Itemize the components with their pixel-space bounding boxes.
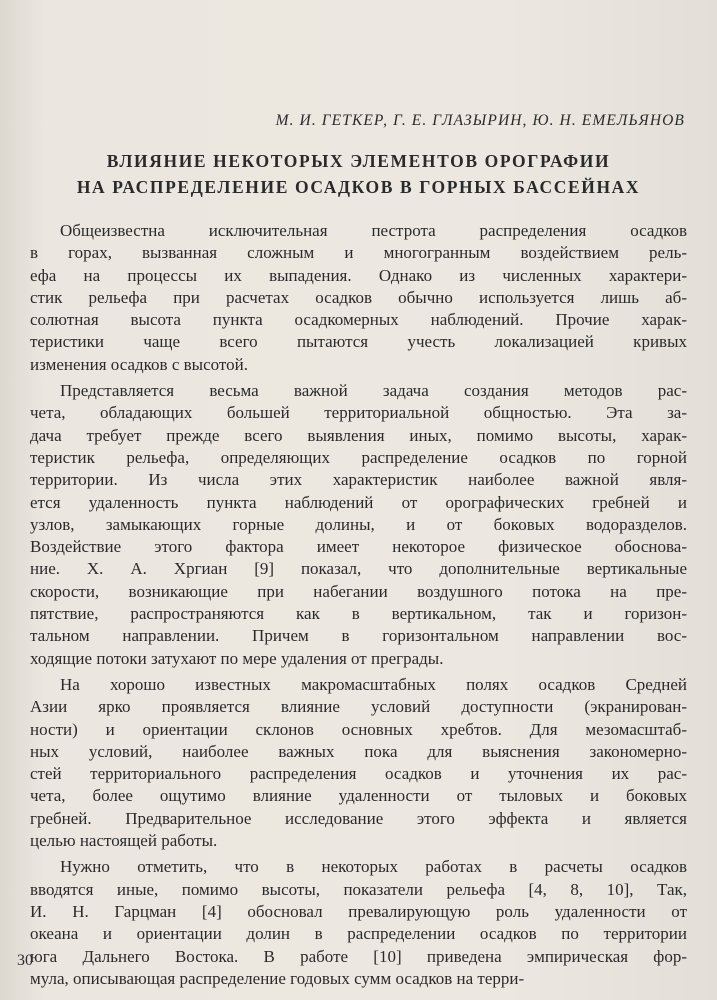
text-line: тальном направлении. Причем в горизонтальном направлении вос- xyxy=(30,626,687,646)
text-line: теристик рельефа, определяющих распределение осадков по горной xyxy=(30,447,687,467)
text-line: ефа на процессы их выпадения. Однако из численных характери- xyxy=(30,265,687,285)
paragraph xyxy=(30,380,687,670)
text-line: Азии ярко проявляется влияние условий доступности (экранирован- xyxy=(30,697,687,717)
text-line: теристики чаще всего пытаются учесть локализацией кривых xyxy=(30,332,687,352)
text-line: узлов, замыкающих горные долины, и от боковых водоразделов. xyxy=(30,514,687,534)
text-line: ходящие потоки затухают по мере удаления от преграды. xyxy=(30,648,444,668)
text-line: вводятся иные, помимо высоты, показатели рельефа [4, 8, 10], Так, xyxy=(30,879,687,899)
text-line: На хорошо известных макромасштабных полях осадков Средней xyxy=(60,674,687,694)
page-number: 30 xyxy=(17,952,33,969)
paragraph xyxy=(30,856,687,990)
text-line: гребней. Предварительное исследование этого эффекта и является xyxy=(30,808,687,828)
paragraph xyxy=(30,220,687,376)
text-line: ности) и ориентации склонов основных хребтов. Для мезомасштаб- xyxy=(30,719,687,739)
text-line: Представляется весьма важной задача создания методов рас- xyxy=(60,381,687,401)
text-line: целью настоящей работы. xyxy=(30,831,218,851)
text-line: ных условий, наиболее важных пока для выяснения закономерно- xyxy=(30,741,687,761)
text-line: чета, обладающих большей территориальной общностью. Эта за- xyxy=(30,403,687,423)
text-line: юга Дальнего Востока. В работе [10] приведена эмпирическая фор- xyxy=(30,946,687,966)
text-line: солютная высота пункта осадкомерных наблюдений. Прочие харак- xyxy=(30,310,687,330)
text-line: Нужно отметить, что в некоторых работах в расчеты осадков xyxy=(60,857,687,877)
text-line: ется удаленность пункта наблюдений от орографических гребней и xyxy=(30,492,687,512)
text-line: ние. Х. А. Хргиан [9] показал, что дополнительные вертикальные xyxy=(30,559,687,579)
text-line: мула, описывающая распределение годовых сумм осадков на терри- xyxy=(30,968,525,988)
text-line: океана и ориентации долин в распределении осадков по территории xyxy=(30,924,687,944)
text-line: пятствие, распространяются как в вертикальном, так и горизон- xyxy=(30,604,687,624)
text-line: изменения осадков с высотой. xyxy=(30,354,248,374)
paragraph xyxy=(30,674,687,852)
text-line: чета, более ощутимо влияние удаленности от тыловых и боковых xyxy=(30,786,687,806)
text-line: стей территориального распределения осадков и уточнения их рас- xyxy=(30,764,687,784)
title-line: ВЛИЯНИЕ НЕКОТОРЫХ ЭЛЕМЕНТОВ ОРОГРАФИИ xyxy=(106,151,611,171)
text-line: стик рельефа при расчетах осадков обычно используется лишь аб- xyxy=(30,287,687,307)
text-line: в горах, вызванная сложным и многогранным воздействием рель- xyxy=(30,243,687,263)
text-line: И. Н. Гарцман [4] обосновал превалирующую роль удаленности от xyxy=(30,901,687,921)
title-line: НА РАСПРЕДЕЛЕНИЕ ОСАДКОВ В ГОРНЫХ БАССЕЙНАХ xyxy=(76,177,641,197)
article-title xyxy=(30,148,687,200)
text-line: дача требует прежде всего выявления иных, помимо высоты, харак- xyxy=(30,425,687,445)
text-line: Воздействие этого фактора имеет некоторое физическое обоснова- xyxy=(30,537,687,557)
text-line: территории. Из числа этих характеристик наиболее важной явля- xyxy=(30,470,687,490)
text-line: скорости, возникающие при набегании воздушного потока на пре- xyxy=(30,581,687,601)
article-body xyxy=(30,220,687,990)
authors-line: М. И. ГЕТКЕР, Г. Е. ГЛАЗЫРИН, Ю. Н. ЕМЕЛЬЯНОВ xyxy=(275,112,685,129)
text-line: Общеизвестна исключительная пестрота распределения осадков xyxy=(60,221,687,240)
